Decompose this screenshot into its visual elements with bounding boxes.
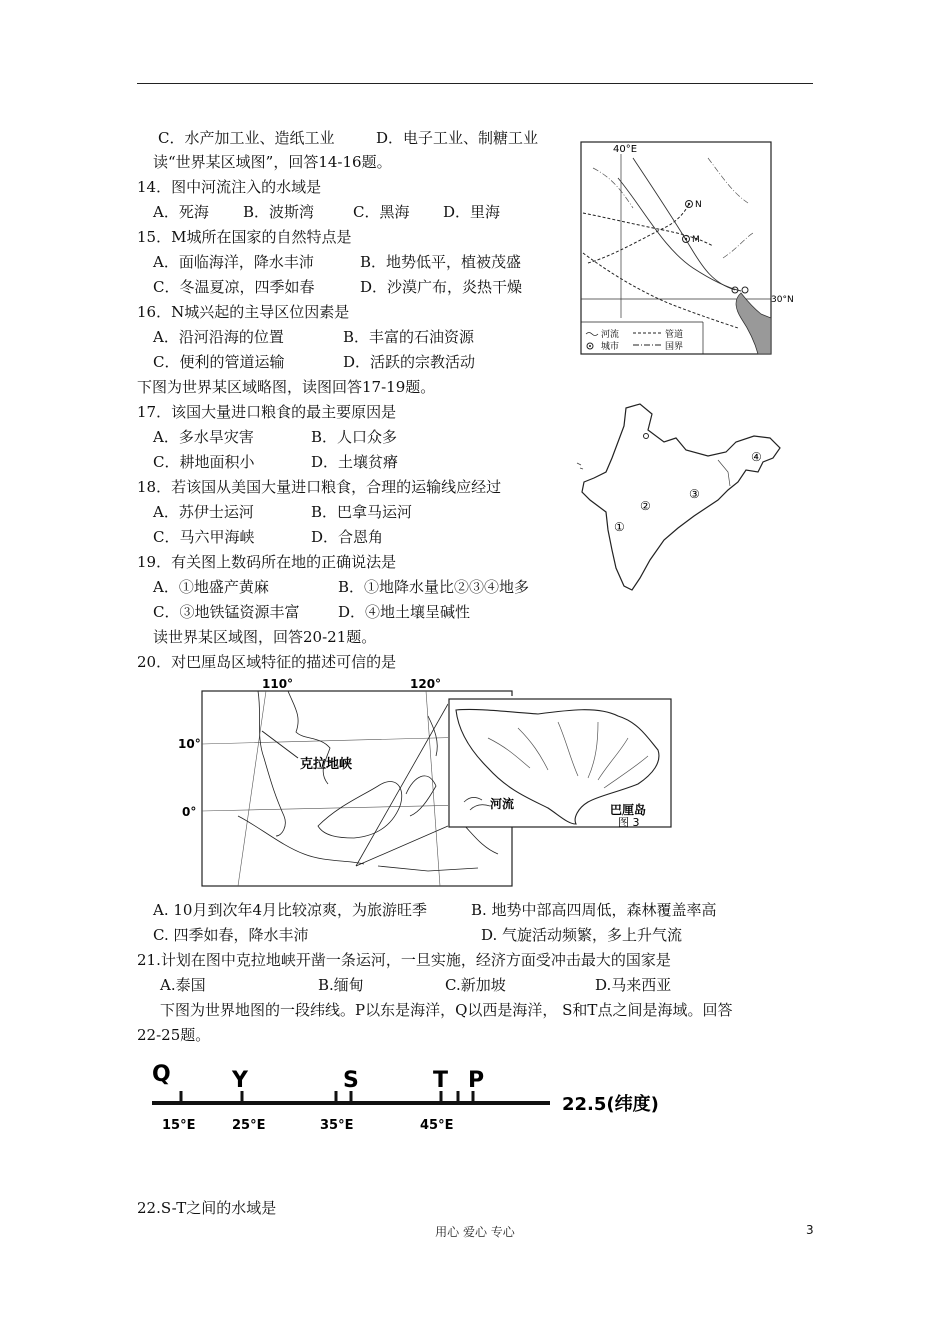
q17-option-a: A．多水旱灾害 [153,428,254,446]
page-footer: 用心 爱心 专心 [435,1225,515,1239]
india-map [568,400,796,596]
q17-option-b: B．人口众多 [311,428,398,446]
q20-stem: 20．对巴厘岛区域特征的描述可信的是 [137,653,397,671]
q18-option-d: D．合恩角 [311,528,384,546]
latitude-label: 22.5(纬度) [562,1094,659,1115]
q19-option-a: A．①地盛产黄麻 [153,578,269,596]
q13-option-c: C．水产加工业、造纸工业 [158,129,335,147]
q18-stem: 18．若该国从美国大量进口粮食，合理的运输线应经过 [137,478,502,496]
q14-option-b: B．波斯湾 [243,203,315,221]
tick-25e: 25°E [232,1118,266,1133]
q15-stem: 15．M城所在国家的自然特点是 [137,228,352,246]
q20-option-c: C. 四季如春，降水丰沛 [153,926,309,944]
q18-option-c: C．马六甲海峡 [153,528,255,546]
q16-option-b: B．丰富的石油资源 [343,328,475,346]
map3-river-label: 河流 [490,797,515,811]
map3-lat-0: 0° [182,805,197,819]
q21-option-c: C.新加坡 [445,976,506,994]
kra-isthmus-label: 克拉地峡 [300,757,353,772]
india-label-3: ③ [689,487,700,501]
point-p: P [468,1068,485,1093]
intro-17-19: 下图为世界某区域略图，读图回答17-19题。 [137,378,436,396]
map3-lon-110: 110° [262,677,294,691]
q15-option-c: C．冬温夏凉，四季如春 [153,278,315,296]
q21-option-a: A.泰国 [160,976,206,994]
q19-stem: 19．有关图上数码所在地的正确说法是 [137,553,397,571]
tick-35e: 35°E [320,1118,354,1133]
map1-city-n-label: N [695,200,702,210]
q21-stem: 21.计划在图中克拉地峡开凿一条运河，一旦实施，经济方面受冲击最大的国家是 [137,951,671,969]
q19-option-b: B．①地降水量比②③④地多 [338,578,530,596]
india-label-2: ② [640,499,651,513]
q20-option-a: A. 10月到次年4月比较凉爽，为旅游旺季 [153,901,428,919]
map3-lon-120: 120° [410,677,442,691]
india-label-4: ④ [751,450,762,464]
intro-22-25-line2: 22-25题。 [137,1026,211,1044]
latitude-line-diagram [148,1055,678,1135]
map3-fig-label: 图 3 [618,816,640,828]
q15-option-d: D．沙漠广布，炎热干燥 [360,278,523,296]
q20-option-b: B. 地势中部高四周低，森林覆盖率高 [471,901,717,919]
map1-lon-label: 40°E [613,144,638,155]
map1-legend-pipeline: 管道 [665,330,684,340]
q13-option-d: D．电子工业、制糖工业 [376,129,539,147]
intro-14-16: 读“世界某区域图”，回答14-16题。 [153,153,392,171]
q17-stem: 17．该国大量进口粮食的最主要原因是 [137,403,397,421]
q19-option-c: C．③地铁锰资源丰富 [153,603,300,621]
q16-option-c: C．便利的管道运输 [153,353,285,371]
point-q: Q [152,1062,171,1087]
map1-legend-river: 河流 [601,330,620,340]
map1-legend-border: 国界 [665,342,684,352]
tick-15e: 15°E [162,1118,196,1133]
page-number: 3 [806,1223,814,1237]
point-s: S [343,1068,359,1093]
q18-option-a: A．苏伊士运河 [153,503,254,521]
map3-bali-label: 巴厘岛 [610,803,647,817]
india-capital-marker [644,434,649,439]
q14-stem: 14．图中河流注入的水域是 [137,178,322,196]
map1-legend-city: 城市 [601,342,620,352]
intro-22-25-line1: 下图为世界地图的一段纬线。P以东是海洋，Q以西是海洋， S和T点之间是海域。回答 [160,1001,733,1019]
q14-option-a: A．死海 [153,203,209,221]
india-outline [582,404,780,590]
bali-inset-map [448,698,672,828]
tick-45e: 45°E [420,1118,454,1133]
q16-option-d: D．活跃的宗教活动 [343,353,476,371]
india-label-1: ① [614,520,625,534]
intro-20-21: 读世界某区域图，回答20-21题。 [153,628,377,646]
q16-stem: 16．N城兴起的主导区位因素是 [137,303,350,321]
q16-option-a: A．沿河沿海的位置 [153,328,284,346]
q21-option-d: D.马来西亚 [595,976,672,994]
q22-stem: 22.S-T之间的水域是 [137,1199,277,1217]
q15-option-a: A．面临海洋，降水丰沛 [153,253,314,271]
q18-option-b: B．巴拿马运河 [311,503,413,521]
q21-option-b: B.缅甸 [318,976,364,994]
q17-option-c: C．耕地面积小 [153,453,255,471]
q14-option-c: C．黑海 [353,203,410,221]
header-rule [137,83,813,84]
map3-lat-10: 10° [178,737,201,751]
map1-city-m-label: M [692,235,700,245]
q20-option-d: D. 气旋活动频繁，多上升气流 [481,926,683,944]
point-y: Y [232,1068,248,1093]
q14-option-d: D．里海 [443,203,501,221]
middle-east-map [573,138,799,360]
q17-option-d: D．土壤贫瘠 [311,453,399,471]
q19-option-d: D．④地土壤呈碱性 [338,603,471,621]
point-t: T [433,1068,449,1093]
map1-lat-label: 30°N [771,295,794,305]
q15-option-b: B．地势低平，植被茂盛 [360,253,522,271]
